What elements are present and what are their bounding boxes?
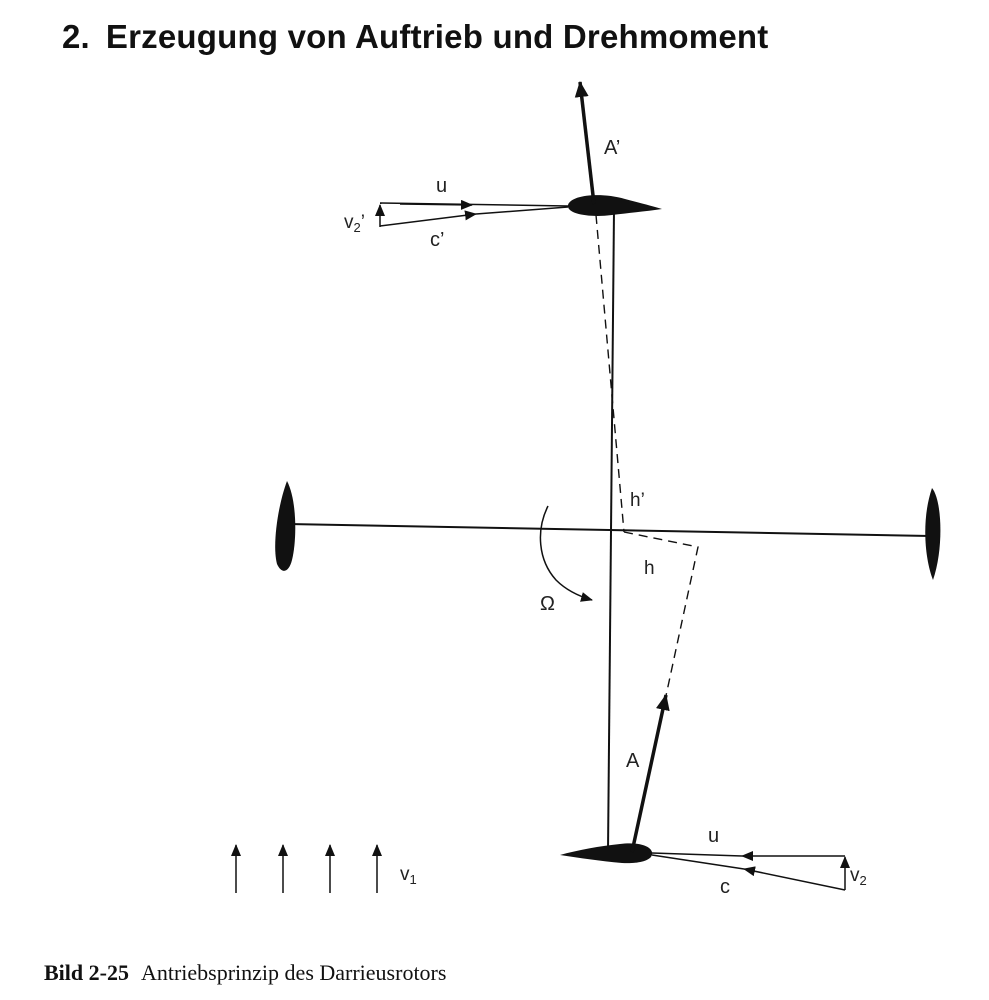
- lever-line-top: [596, 215, 624, 532]
- blade-right: [925, 488, 940, 580]
- label-v1-v: v: [400, 864, 410, 885]
- blade-top: [568, 195, 662, 216]
- section-title: Erzeugung von Auftrieb und Drehmoment: [105, 18, 769, 55]
- label-v2-bottom: [850, 865, 867, 888]
- figure-caption: [44, 960, 446, 986]
- label-omega: Ω: [540, 593, 555, 615]
- label-v2-bottom-sub: 2: [859, 873, 867, 888]
- label-c-bottom: c: [720, 876, 730, 898]
- label-v1-sub: 1: [409, 872, 417, 887]
- label-v2-bottom-v: v: [850, 865, 860, 886]
- label-c-top: c’: [430, 229, 445, 251]
- blade-left: [275, 481, 295, 571]
- lift-arrow-bottom: [632, 695, 666, 852]
- velocity-c-top-rest: [476, 207, 568, 214]
- velocity-u-top-arrowline: [400, 204, 472, 205]
- label-lever-bottom: h: [644, 558, 655, 579]
- label-lift-top: A’: [604, 137, 621, 159]
- figure-caption-label: Bild 2-25: [44, 960, 129, 985]
- velocity-c-bottom: [744, 869, 845, 890]
- velocity-u-bottom-rest: [652, 853, 742, 856]
- blade-bottom: [560, 843, 652, 863]
- label-v2-top: [344, 212, 365, 235]
- figure-caption-text: Antriebsprinzip des Darrieusrotors: [140, 960, 447, 985]
- label-lever-top: h’: [630, 490, 645, 511]
- lever-line-bottom: [624, 532, 698, 705]
- rotation-arrow: [540, 506, 592, 600]
- label-v1: [400, 864, 417, 887]
- label-v2-top-v: v: [344, 212, 354, 233]
- label-v2-top-sub: 2: [353, 220, 361, 235]
- section-number: 2.: [62, 18, 90, 55]
- rotor-arm-horizontal: [288, 524, 930, 536]
- label-u-top: u: [436, 175, 448, 197]
- lift-arrow-top: [580, 82, 594, 204]
- label-v2-top-prime: ’: [360, 212, 365, 233]
- velocity-c-top: [380, 214, 476, 226]
- label-u-bottom: u: [708, 825, 720, 847]
- velocity-c-bottom-rest: [652, 855, 744, 869]
- label-lift-bottom: A: [626, 750, 640, 772]
